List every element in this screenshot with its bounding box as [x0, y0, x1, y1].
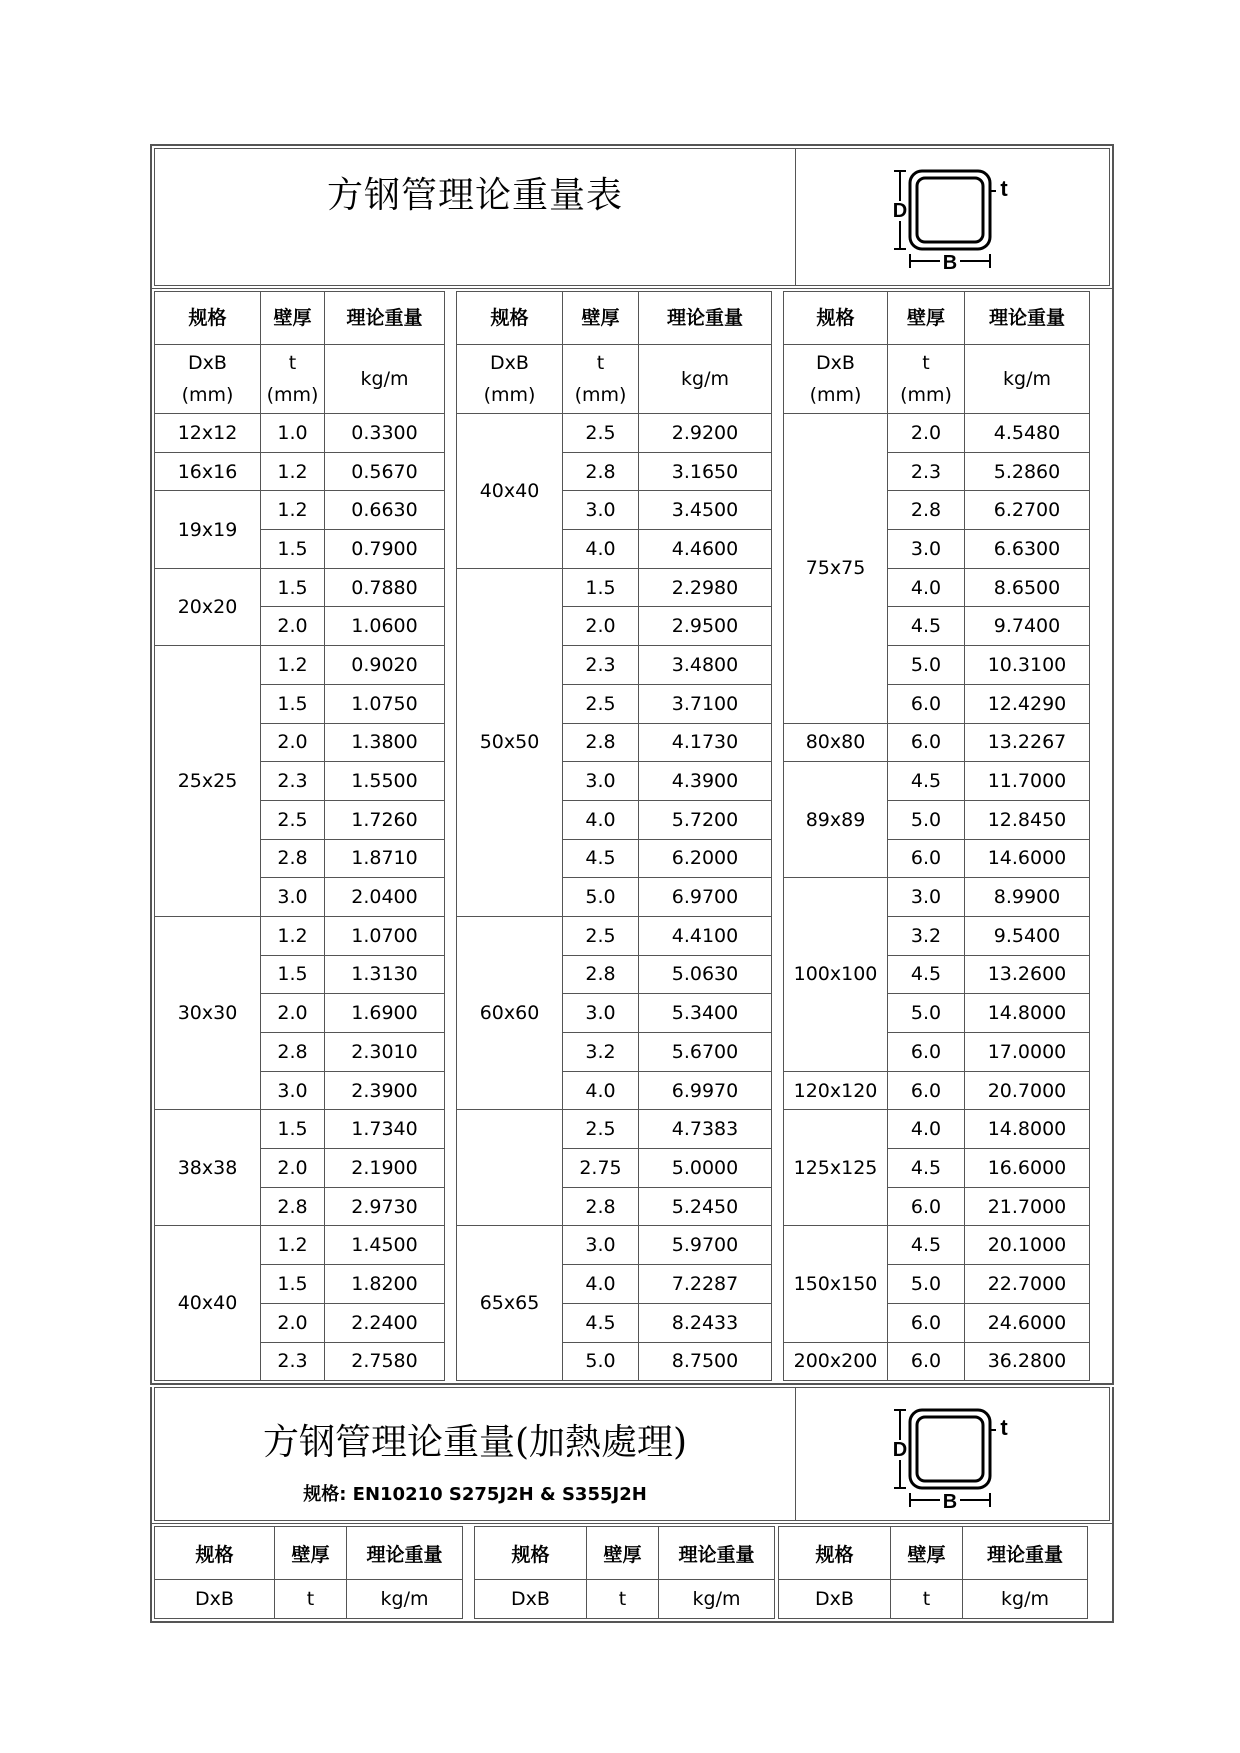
weight-cell: 8.6500 [965, 568, 1090, 607]
thickness-cell: 2.0 [261, 1303, 325, 1342]
thickness-cell: 3.0 [261, 878, 325, 917]
thickness-cell: 3.0 [563, 762, 639, 801]
thickness-cell: 4.0 [888, 1110, 965, 1149]
unit-weight: kg/m [659, 1580, 775, 1619]
thickness-cell: 5.0 [888, 994, 965, 1033]
header-spec: 规格 [779, 1527, 891, 1580]
header-spec: 规格 [155, 1527, 275, 1580]
weight-cell: 2.9500 [639, 607, 772, 646]
weight-cell: 5.3400 [639, 994, 772, 1033]
thickness-cell: 1.2 [261, 452, 325, 491]
spec-cell: 125x125 [784, 1110, 888, 1226]
thickness-cell: 2.5 [261, 800, 325, 839]
thickness-cell: 2.3 [888, 452, 965, 491]
thickness-cell: 2.8 [563, 1187, 639, 1226]
unit-thick-line1: t [596, 352, 605, 374]
table-row [155, 414, 1090, 453]
thickness-cell: 3.0 [888, 878, 965, 917]
thickness-cell: 1.0 [261, 414, 325, 453]
thickness-cell: 2.0 [261, 723, 325, 762]
table-row [155, 1071, 1090, 1110]
weight-cell: 5.2450 [639, 1187, 772, 1226]
thickness-cell: 6.0 [888, 1071, 965, 1110]
weight-cell: 14.6000 [965, 839, 1090, 878]
thickness-cell: 3.0 [261, 1071, 325, 1110]
unit-spec [784, 345, 888, 414]
table-row [155, 800, 1090, 839]
table-row [155, 1303, 1090, 1342]
spec-cell: 12x12 [155, 414, 261, 453]
weight-cell: 2.9200 [639, 414, 772, 453]
header-weight: 理论重量 [965, 292, 1090, 345]
header-thick: 壁厚 [275, 1527, 347, 1580]
header-weight: 理论重量 [325, 292, 445, 345]
unit-weight: kg/m [347, 1580, 463, 1619]
table-row [155, 955, 1090, 994]
unit-spec [155, 345, 261, 414]
spec-cell: 60x60 [457, 916, 563, 1109]
table1-grid-wrap [152, 288, 1112, 1383]
spec-cell: 40x40 [155, 1226, 261, 1381]
table2-title-cell [155, 1388, 796, 1520]
thickness-cell: 2.8 [563, 723, 639, 762]
weight-cell: 12.4290 [965, 684, 1090, 723]
table1-title-cell [155, 149, 796, 285]
unit-spec: DxB [475, 1580, 587, 1619]
weight-cell: 6.9970 [639, 1071, 772, 1110]
table-row [155, 1110, 1090, 1149]
header-spec: 规格 [457, 292, 563, 345]
thickness-cell: 2.75 [563, 1149, 639, 1188]
table-row [155, 1342, 1090, 1381]
weight-cell: 2.7580 [325, 1342, 445, 1381]
unit-thick-line1: t [922, 352, 930, 374]
table-row [155, 568, 1090, 607]
weight-cell: 0.7880 [325, 568, 445, 607]
weight-cell: 11.7000 [965, 762, 1090, 801]
weight-cell: 2.3900 [325, 1071, 445, 1110]
weight-cell: 12.8450 [965, 800, 1090, 839]
thickness-cell: 5.0 [888, 646, 965, 685]
weight-cell: 36.2800 [965, 1342, 1090, 1381]
d-label: D [892, 1439, 908, 1462]
weight-cell: 1.5500 [325, 762, 445, 801]
table-row [155, 1033, 1090, 1072]
table1-diagram-cell [796, 149, 1109, 285]
unit-thick-line2: (mm) [574, 384, 627, 406]
weight-cell: 1.6900 [325, 994, 445, 1033]
weight-cell: 3.7100 [639, 684, 772, 723]
thickness-cell: 2.0 [261, 1149, 325, 1188]
weight-cell: 4.4100 [639, 916, 772, 955]
table-row [155, 1187, 1090, 1226]
weight-cell: 5.7200 [639, 800, 772, 839]
header-thick: 壁厚 [891, 1527, 963, 1580]
unit-thick: t [275, 1580, 347, 1619]
thickness-cell: 2.8 [888, 491, 965, 530]
weight-cell: 2.2980 [639, 568, 772, 607]
table2-unit-row [155, 1580, 1088, 1619]
unit-weight: kg/m [639, 345, 772, 414]
table-row [155, 452, 1090, 491]
weight-cell: 9.7400 [965, 607, 1090, 646]
square-tube-diagram-icon [892, 1402, 1012, 1512]
table-row [155, 1226, 1090, 1265]
spec-cell: 50x50 [457, 568, 563, 916]
table-row [155, 684, 1090, 723]
thickness-cell: 4.5 [888, 762, 965, 801]
table1-unit-row [155, 345, 1090, 414]
table-row [155, 916, 1090, 955]
table1-block [150, 144, 1114, 1385]
thickness-cell: 2.8 [261, 1033, 325, 1072]
thickness-cell: 2.0 [261, 607, 325, 646]
table1-grid [154, 291, 1090, 1381]
weight-cell: 2.2400 [325, 1303, 445, 1342]
table2-spec-line: 规格: EN10210 S275J2H & S355J2H [303, 1484, 647, 1506]
weight-cell: 2.9730 [325, 1187, 445, 1226]
unit-thick [888, 345, 965, 414]
weight-cell: 0.3300 [325, 414, 445, 453]
header-weight: 理论重量 [639, 292, 772, 345]
table2-title: 方钢管理论重量(加熱處理) [262, 1422, 688, 1464]
unit-spec: DxB [155, 1580, 275, 1619]
weight-cell: 6.2000 [639, 839, 772, 878]
weight-cell: 6.9700 [639, 878, 772, 917]
thickness-cell: 6.0 [888, 1303, 965, 1342]
weight-cell: 14.8000 [965, 1110, 1090, 1149]
thickness-cell: 1.5 [261, 955, 325, 994]
thickness-cell: 1.5 [261, 1110, 325, 1149]
thickness-cell: 4.5 [888, 955, 965, 994]
b-label: B [942, 252, 958, 273]
header-weight: 理论重量 [963, 1527, 1088, 1580]
thickness-cell: 2.8 [261, 1187, 325, 1226]
thickness-cell: 3.2 [563, 1033, 639, 1072]
thickness-cell: 1.2 [261, 916, 325, 955]
thickness-cell: 1.5 [261, 1265, 325, 1304]
table-row [155, 878, 1090, 917]
header-thick: 壁厚 [587, 1527, 659, 1580]
table-row [155, 762, 1090, 801]
thickness-cell: 3.0 [563, 491, 639, 530]
table1-title: 方钢管理论重量表 [326, 175, 623, 216]
table-row [155, 839, 1090, 878]
thickness-cell: 1.2 [261, 491, 325, 530]
thickness-cell: 3.0 [563, 994, 639, 1033]
spacer [772, 292, 784, 1381]
thickness-cell: 6.0 [888, 1033, 965, 1072]
spec-cell: 120x120 [784, 1071, 888, 1110]
table1-header-row [155, 292, 1090, 345]
weight-cell: 0.7900 [325, 530, 445, 569]
header-spec: 规格 [155, 292, 261, 345]
thickness-cell: 2.8 [563, 955, 639, 994]
thickness-cell: 2.3 [261, 1342, 325, 1381]
thickness-cell: 4.5 [563, 839, 639, 878]
thickness-cell: 2.8 [261, 839, 325, 878]
thickness-cell: 3.0 [563, 1226, 639, 1265]
unit-thick [563, 345, 639, 414]
thickness-cell: 2.5 [563, 916, 639, 955]
unit-thick [261, 345, 325, 414]
weight-cell: 21.7000 [965, 1187, 1090, 1226]
unit-spec-line2: (mm) [809, 384, 862, 406]
unit-thick: t [587, 1580, 659, 1619]
thickness-cell: 2.3 [563, 646, 639, 685]
weight-cell: 4.7383 [639, 1110, 772, 1149]
thickness-cell: 4.0 [888, 568, 965, 607]
thickness-cell: 1.2 [261, 646, 325, 685]
weight-cell: 6.6300 [965, 530, 1090, 569]
weight-cell: 3.1650 [639, 452, 772, 491]
weight-cell: 5.2860 [965, 452, 1090, 491]
unit-weight: kg/m [325, 345, 445, 414]
header-spec: 规格 [475, 1527, 587, 1580]
thickness-cell: 1.2 [261, 1226, 325, 1265]
thickness-cell: 6.0 [888, 684, 965, 723]
weight-cell: 13.2600 [965, 955, 1090, 994]
table2-header-row [155, 1527, 1088, 1580]
unit-weight: kg/m [963, 1580, 1088, 1619]
weight-cell: 8.2433 [639, 1303, 772, 1342]
thickness-cell: 2.3 [261, 762, 325, 801]
weight-cell: 1.0600 [325, 607, 445, 646]
weight-cell: 5.6700 [639, 1033, 772, 1072]
spec-cell: 200x200 [784, 1342, 888, 1381]
weight-cell: 0.5670 [325, 452, 445, 491]
weight-cell: 2.0400 [325, 878, 445, 917]
unit-spec-line2: (mm) [483, 384, 536, 406]
spec-cell: 75x75 [784, 414, 888, 724]
d-label: D [892, 200, 908, 222]
spec-cell: 25x25 [155, 646, 261, 917]
weight-cell: 0.9020 [325, 646, 445, 685]
spec-cell: 89x89 [784, 762, 888, 878]
table-row [155, 607, 1090, 646]
table-row [155, 646, 1090, 685]
table-row [155, 1149, 1090, 1188]
thickness-cell: 5.0 [888, 1265, 965, 1304]
weight-cell: 3.4800 [639, 646, 772, 685]
spec-cell: 38x38 [155, 1110, 261, 1226]
thickness-cell: 1.5 [261, 684, 325, 723]
unit-spec-line2: (mm) [181, 384, 234, 406]
weight-cell: 7.2287 [639, 1265, 772, 1304]
spec-cell: 100x100 [784, 878, 888, 1071]
table-row [155, 1265, 1090, 1304]
thickness-cell: 6.0 [888, 1187, 965, 1226]
weight-cell: 0.6630 [325, 491, 445, 530]
weight-cell: 20.1000 [965, 1226, 1090, 1265]
square-tube-diagram-icon [892, 163, 1012, 273]
spec-cell: 16x16 [155, 452, 261, 491]
thickness-cell: 6.0 [888, 1342, 965, 1381]
page [150, 144, 1114, 1623]
thickness-cell: 2.5 [563, 1110, 639, 1149]
table-row [155, 491, 1090, 530]
thickness-cell: 2.5 [563, 684, 639, 723]
spec-cell: 30x30 [155, 916, 261, 1109]
table-row [155, 530, 1090, 569]
weight-cell: 16.6000 [965, 1149, 1090, 1188]
spec-cell: 65x65 [457, 1226, 563, 1381]
spec-cell: 80x80 [784, 723, 888, 762]
thickness-cell: 3.2 [888, 916, 965, 955]
weight-cell: 1.7340 [325, 1110, 445, 1149]
table2-grid-wrap [152, 1523, 1112, 1621]
table1-title-box [154, 148, 1110, 286]
unit-spec: DxB [779, 1580, 891, 1619]
unit-thick: t [891, 1580, 963, 1619]
thickness-cell: 1.5 [261, 568, 325, 607]
table2-diagram-cell [796, 1388, 1109, 1520]
thickness-cell: 4.5 [888, 1226, 965, 1265]
header-spec: 规格 [784, 292, 888, 345]
weight-cell: 1.3800 [325, 723, 445, 762]
table2-title-box [154, 1387, 1110, 1521]
weight-cell: 2.3010 [325, 1033, 445, 1072]
weight-cell: 20.7000 [965, 1071, 1090, 1110]
weight-cell: 8.7500 [639, 1342, 772, 1381]
weight-cell: 1.0700 [325, 916, 445, 955]
weight-cell: 5.9700 [639, 1226, 772, 1265]
weight-cell: 24.6000 [965, 1303, 1090, 1342]
t-label: t [1000, 176, 1008, 201]
thickness-cell: 1.5 [563, 568, 639, 607]
weight-cell: 10.3100 [965, 646, 1090, 685]
spec-cell [457, 1110, 563, 1226]
weight-cell: 4.1730 [639, 723, 772, 762]
thickness-cell: 2.8 [563, 452, 639, 491]
thickness-cell: 6.0 [888, 723, 965, 762]
thickness-cell: 6.0 [888, 839, 965, 878]
table2-block [150, 1387, 1114, 1623]
weight-cell: 1.3130 [325, 955, 445, 994]
weight-cell: 5.0630 [639, 955, 772, 994]
t-label: t [1000, 1415, 1008, 1441]
thickness-cell: 4.5 [888, 1149, 965, 1188]
weight-cell: 14.8000 [965, 994, 1090, 1033]
weight-cell: 17.0000 [965, 1033, 1090, 1072]
header-thick: 壁厚 [888, 292, 965, 345]
thickness-cell: 4.0 [563, 800, 639, 839]
weight-cell: 5.0000 [639, 1149, 772, 1188]
weight-cell: 4.3900 [639, 762, 772, 801]
header-thick: 壁厚 [261, 292, 325, 345]
weight-cell: 1.4500 [325, 1226, 445, 1265]
thickness-cell: 4.0 [563, 530, 639, 569]
thickness-cell: 2.0 [563, 607, 639, 646]
weight-cell: 4.4600 [639, 530, 772, 569]
unit-thick-line1: t [288, 352, 297, 374]
unit-spec-line1: DxB [490, 352, 529, 374]
weight-cell: 22.7000 [965, 1265, 1090, 1304]
unit-spec [457, 345, 563, 414]
thickness-cell: 5.0 [888, 800, 965, 839]
b-label: B [942, 1491, 958, 1513]
weight-cell: 1.8200 [325, 1265, 445, 1304]
thickness-cell: 2.0 [888, 414, 965, 453]
weight-cell: 1.7260 [325, 800, 445, 839]
spec-cell: 40x40 [457, 414, 563, 569]
unit-spec-line1: DxB [816, 352, 855, 374]
spacer [445, 292, 457, 1381]
spec-cell: 20x20 [155, 568, 261, 645]
thickness-cell: 4.0 [563, 1071, 639, 1110]
spec-cell: 19x19 [155, 491, 261, 568]
thickness-cell: 4.5 [563, 1303, 639, 1342]
spacer [463, 1527, 475, 1619]
weight-cell: 6.2700 [965, 491, 1090, 530]
weight-cell: 9.5400 [965, 916, 1090, 955]
unit-weight: kg/m [965, 345, 1090, 414]
thickness-cell: 4.5 [888, 607, 965, 646]
weight-cell: 4.5480 [965, 414, 1090, 453]
thickness-cell: 5.0 [563, 1342, 639, 1381]
weight-cell: 8.9900 [965, 878, 1090, 917]
thickness-cell: 4.0 [563, 1265, 639, 1304]
table2-grid [154, 1526, 1088, 1619]
weight-cell: 13.2267 [965, 723, 1090, 762]
weight-cell: 2.1900 [325, 1149, 445, 1188]
header-weight: 理论重量 [347, 1527, 463, 1580]
thickness-cell: 2.5 [563, 414, 639, 453]
thickness-cell: 2.0 [261, 994, 325, 1033]
thickness-cell: 5.0 [563, 878, 639, 917]
weight-cell: 1.8710 [325, 839, 445, 878]
table-row [155, 994, 1090, 1033]
unit-spec-line1: DxB [188, 352, 227, 374]
thickness-cell: 1.5 [261, 530, 325, 569]
header-weight: 理论重量 [659, 1527, 775, 1580]
weight-cell: 1.0750 [325, 684, 445, 723]
thickness-cell: 3.0 [888, 530, 965, 569]
header-thick: 壁厚 [563, 292, 639, 345]
unit-thick-line2: (mm) [900, 384, 952, 406]
unit-thick-line2: (mm) [266, 384, 319, 406]
weight-cell: 3.4500 [639, 491, 772, 530]
table-row [155, 723, 1090, 762]
spec-cell: 150x150 [784, 1226, 888, 1342]
